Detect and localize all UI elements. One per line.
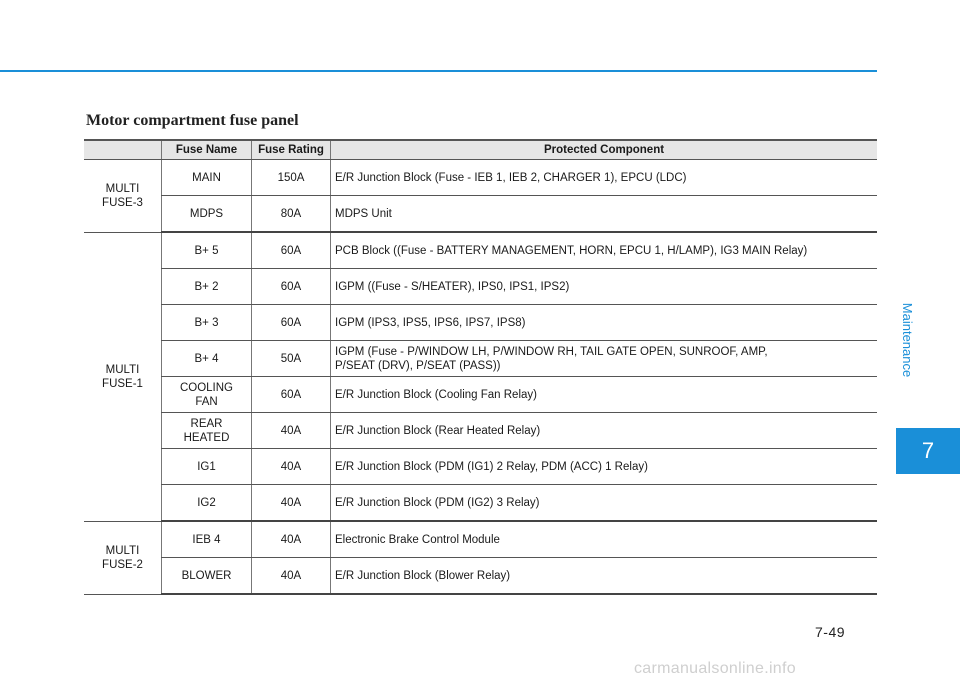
watermark: carmanualsonline.info bbox=[634, 660, 796, 677]
fuse-name-cell: MAIN bbox=[162, 160, 252, 196]
protected-component-cell: IGPM (Fuse - P/WINDOW LH, P/WINDOW RH, TAIL GATE OPEN, SUNROOF, AMP, P/SEAT (DRV), P/SEAT (PASS)) bbox=[331, 341, 878, 377]
fuse-name-cell: B+ 3 bbox=[162, 305, 252, 341]
fuse-rating-cell: 40A bbox=[252, 485, 331, 522]
fuse-rating-cell: 40A bbox=[252, 521, 331, 558]
header-fuse-rating: Fuse Rating bbox=[252, 140, 331, 160]
fuse-rating-cell: 80A bbox=[252, 196, 331, 233]
protected-component-cell: E/R Junction Block (Rear Heated Relay) bbox=[331, 413, 878, 449]
chapter-side-label: Maintenance bbox=[900, 302, 915, 378]
table-row bbox=[84, 232, 877, 269]
fuse-group-cell: MULTI FUSE-1 bbox=[84, 232, 162, 521]
table-row bbox=[84, 305, 877, 341]
fuse-rating-cell: 150A bbox=[252, 160, 331, 196]
fuse-rating-cell: 60A bbox=[252, 305, 331, 341]
fuse-rating-cell: 50A bbox=[252, 341, 331, 377]
protected-component-cell: Electronic Brake Control Module bbox=[331, 521, 878, 558]
table-row bbox=[84, 196, 877, 233]
fuse-rating-cell: 60A bbox=[252, 269, 331, 305]
table-row bbox=[84, 269, 877, 305]
top-rule bbox=[0, 70, 877, 72]
fuse-rating-cell: 60A bbox=[252, 232, 331, 269]
protected-component-cell: E/R Junction Block (PDM (IG2) 3 Relay) bbox=[331, 485, 878, 522]
fuse-group-cell: MULTI FUSE-2 bbox=[84, 521, 162, 594]
table-row bbox=[84, 377, 877, 413]
protected-component-cell: MDPS Unit bbox=[331, 196, 878, 233]
fuse-table bbox=[84, 139, 877, 595]
protected-component-cell: IGPM (IPS3, IPS5, IPS6, IPS7, IPS8) bbox=[331, 305, 878, 341]
protected-component-cell: E/R Junction Block (Fuse - IEB 1, IEB 2, CHARGER 1), EPCU (LDC) bbox=[331, 160, 878, 196]
protected-component-cell: E/R Junction Block (PDM (IG1) 2 Relay, PDM (ACC) 1 Relay) bbox=[331, 449, 878, 485]
fuse-name-cell: IG1 bbox=[162, 449, 252, 485]
protected-component-cell: E/R Junction Block (Blower Relay) bbox=[331, 558, 878, 595]
table-header-row bbox=[84, 140, 877, 160]
fuse-rating-cell: 40A bbox=[252, 413, 331, 449]
fuse-rating-cell: 40A bbox=[252, 449, 331, 485]
table-row bbox=[84, 341, 877, 377]
chapter-number-tab[interactable]: 7 bbox=[896, 428, 960, 474]
section-title: Motor compartment fuse panel bbox=[86, 112, 299, 129]
fuse-name-cell: COOLING FAN bbox=[162, 377, 252, 413]
fuse-rating-cell: 60A bbox=[252, 377, 331, 413]
fuse-rating-cell: 40A bbox=[252, 558, 331, 595]
page-number: 7-49 bbox=[815, 624, 846, 640]
header-fuse-name: Fuse Name bbox=[162, 140, 252, 160]
fuse-name-cell: B+ 2 bbox=[162, 269, 252, 305]
fuse-name-cell: MDPS bbox=[162, 196, 252, 233]
table-row bbox=[84, 521, 877, 558]
protected-component-cell: PCB Block ((Fuse - BATTERY MANAGEMENT, HORN, EPCU 1, H/LAMP), IG3 MAIN Relay) bbox=[331, 232, 878, 269]
table-row bbox=[84, 485, 877, 522]
table-row bbox=[84, 558, 877, 595]
header-protected-component: Protected Component bbox=[331, 140, 878, 160]
protected-component-cell: IGPM ((Fuse - S/HEATER), IPS0, IPS1, IPS2) bbox=[331, 269, 878, 305]
fuse-name-cell: B+ 5 bbox=[162, 232, 252, 269]
protected-component-cell: E/R Junction Block (Cooling Fan Relay) bbox=[331, 377, 878, 413]
fuse-name-cell: BLOWER bbox=[162, 558, 252, 595]
table-row bbox=[84, 160, 877, 196]
fuse-name-cell: B+ 4 bbox=[162, 341, 252, 377]
fuse-table-body bbox=[84, 160, 877, 595]
fuse-name-cell: IEB 4 bbox=[162, 521, 252, 558]
fuse-name-cell: IG2 bbox=[162, 485, 252, 522]
fuse-name-cell: REAR HEATED bbox=[162, 413, 252, 449]
fuse-group-cell: MULTI FUSE-3 bbox=[84, 160, 162, 233]
table-row bbox=[84, 413, 877, 449]
table-row bbox=[84, 449, 877, 485]
header-fuse-group bbox=[84, 140, 162, 160]
